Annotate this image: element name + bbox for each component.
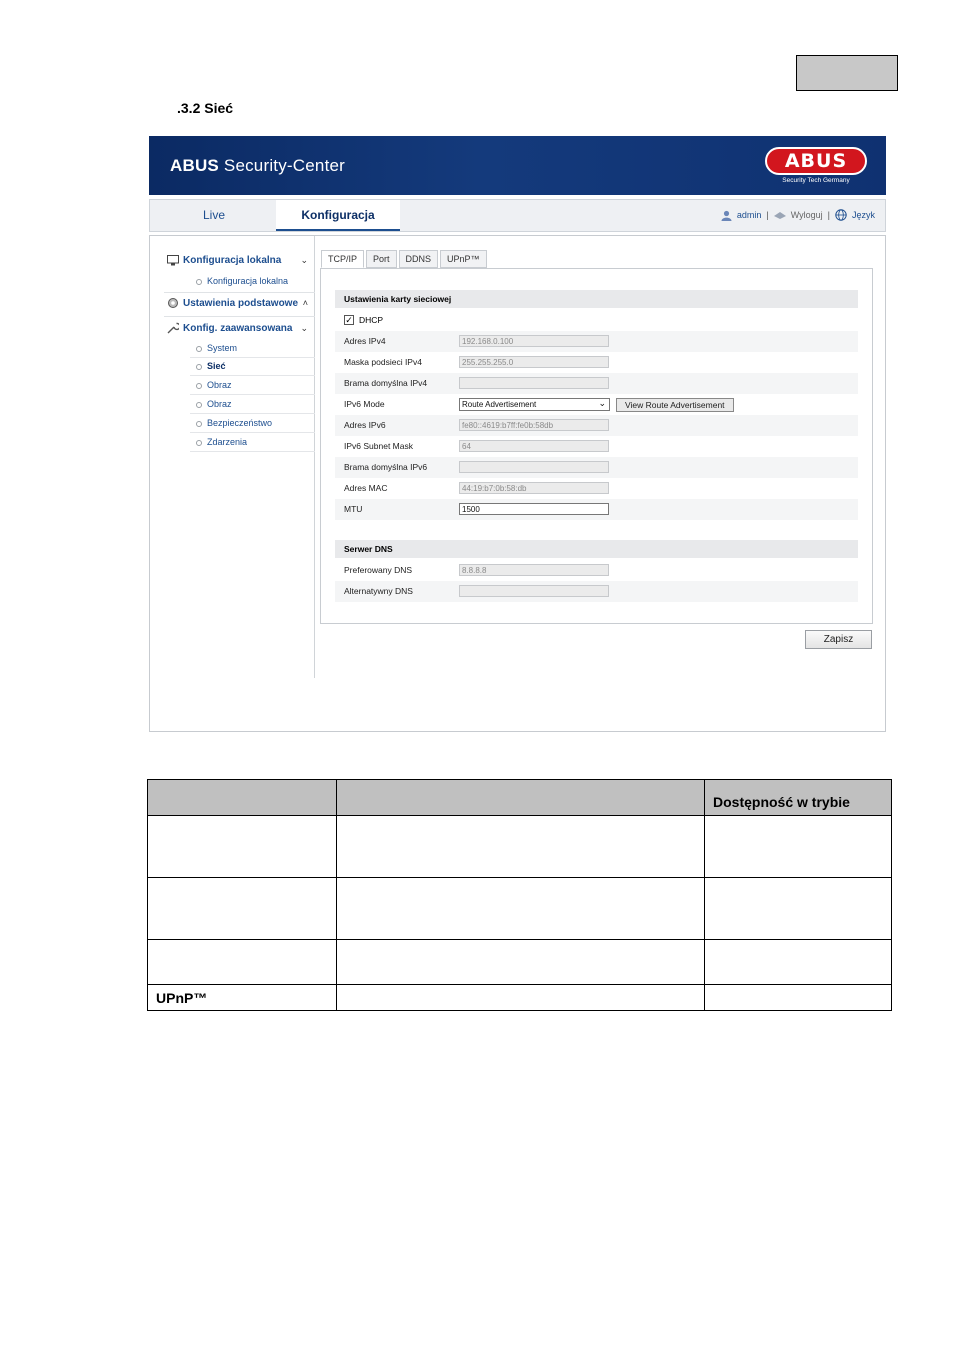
- sidebar-item-label: Zdarzenia: [207, 437, 248, 447]
- ipv6-address-input[interactable]: fe80::4619:b7ff:fe0b:58db: [459, 419, 609, 431]
- sidebar-group-label: Ustawienia podstawowe: [183, 297, 299, 309]
- table-header-cell: [337, 780, 705, 816]
- field-label: Alternatywny DNS: [344, 586, 413, 596]
- bullet-icon: [196, 346, 202, 352]
- tab-upnp[interactable]: UPnP™: [440, 250, 487, 268]
- alternate-dns-row: [335, 581, 858, 602]
- table-cell: [705, 985, 892, 1011]
- field-label: Brama domyślna IPv6: [344, 462, 428, 472]
- ipv4-gateway-row: [335, 373, 858, 394]
- tab-ddns[interactable]: DDNS: [399, 250, 439, 268]
- sidebar-item-label: Konfiguracja lokalna: [207, 276, 289, 286]
- preferred-dns-row: [335, 560, 858, 581]
- gear-icon: [167, 297, 179, 309]
- ipv6-gateway-row: [335, 457, 858, 478]
- settings-table: [147, 779, 892, 1011]
- table-cell: [705, 816, 892, 878]
- sidebar-item-label: Bezpieczeństwo: [207, 418, 273, 428]
- language-link[interactable]: Język: [851, 210, 875, 220]
- tcpip-panel: [320, 268, 873, 624]
- sidebar-item-label: System: [207, 343, 238, 353]
- chevron-up-icon: ˄: [302, 298, 308, 308]
- tab-live[interactable]: Live: [202, 208, 225, 222]
- bullet-icon: [196, 440, 202, 446]
- ipv6-subnet-input[interactable]: 64: [459, 440, 609, 452]
- preferred-dns-input[interactable]: 8.8.8.8: [459, 564, 609, 576]
- table-cell: [337, 816, 705, 878]
- sidebar-group-local[interactable]: [167, 255, 312, 266]
- logout-icon: [774, 211, 786, 220]
- tab-konfiguracja[interactable]: Konfiguracja: [276, 200, 400, 231]
- sidebar: [150, 236, 315, 678]
- user-icon: [721, 210, 732, 221]
- table-cell-upnp: UPnP™: [148, 985, 337, 1011]
- chevron-down-icon: ⌄: [598, 398, 606, 408]
- config-tabs: [321, 250, 487, 268]
- mac-address-row: [335, 478, 858, 499]
- table-row: [148, 940, 892, 985]
- field-label: IPv6 Subnet Mask: [344, 441, 413, 451]
- chevron-down-icon: ⌄: [300, 255, 308, 265]
- table-row: [148, 816, 892, 878]
- section-heading: .3.2 Sieć: [177, 100, 234, 116]
- sidebar-group-basic[interactable]: [167, 297, 312, 309]
- table-row: [148, 985, 892, 1011]
- app-banner: [149, 136, 886, 195]
- chevron-down-icon: ⌄: [300, 322, 308, 333]
- sidebar-item-obraz[interactable]: [190, 377, 315, 395]
- sidebar-group-label: Konfiguracja lokalna: [183, 255, 282, 266]
- field-label: Maska podsieci IPv4: [344, 357, 422, 367]
- ipv4-gateway-input[interactable]: [459, 377, 609, 389]
- ipv6-mode-select[interactable]: [459, 398, 610, 411]
- logo-subtitle: Security Tech Germany: [782, 177, 850, 184]
- table-cell: [337, 878, 705, 940]
- table-cell: [337, 940, 705, 985]
- table-row: [148, 878, 892, 940]
- globe-icon: [835, 209, 847, 221]
- sidebar-item-siec[interactable]: [190, 358, 315, 376]
- abus-logo: ABUS: [765, 147, 867, 175]
- dhcp-label: DHCP: [359, 315, 384, 325]
- mtu-row: [335, 499, 858, 520]
- save-button[interactable]: Zapisz: [805, 630, 872, 649]
- ipv4-mask-input[interactable]: 255.255.255.0: [459, 356, 609, 368]
- main-content: [149, 235, 886, 732]
- ipv6-mode-row: [335, 394, 858, 415]
- app-title: ABUS Security-Center: [170, 156, 346, 175]
- sidebar-group-advanced[interactable]: [167, 322, 312, 334]
- mtu-input[interactable]: 1500: [459, 503, 609, 515]
- sidebar-item-label: Obraz: [207, 399, 232, 409]
- top-navbar: [149, 199, 886, 232]
- table-cell: [337, 985, 705, 1011]
- sidebar-group-label: Konfig. zaawansowana: [183, 322, 293, 334]
- logout-link[interactable]: Wyloguj: [790, 210, 823, 220]
- view-route-advertisement-button[interactable]: View Route Advertisement: [616, 398, 734, 412]
- ipv4-mask-row: [335, 352, 858, 373]
- dhcp-row: [335, 310, 858, 331]
- dhcp-checkbox[interactable]: ✓: [345, 315, 353, 325]
- field-label: Brama domyślna IPv4: [344, 378, 428, 388]
- separator: |: [827, 210, 830, 220]
- field-label: IPv6 Mode: [344, 399, 385, 409]
- screenshot-frame: [149, 136, 886, 732]
- wrench-icon: [167, 322, 179, 334]
- bullet-icon: [196, 364, 202, 370]
- table-cell: [148, 940, 337, 985]
- sidebar-item-obraz-2[interactable]: [190, 396, 315, 414]
- ipv6-subnet-row: [335, 436, 858, 457]
- sidebar-item-system[interactable]: [190, 340, 315, 358]
- sidebar-item-label: Obraz: [207, 380, 232, 390]
- user-name[interactable]: admin: [736, 210, 762, 220]
- table-header-cell: [148, 780, 337, 816]
- monitor-icon: [167, 255, 179, 266]
- table-cell: [148, 878, 337, 940]
- divider: [164, 292, 315, 293]
- sidebar-item-label: Sieć: [207, 361, 226, 371]
- field-label: MTU: [344, 504, 363, 514]
- select-value: Route Advertisement: [462, 400, 537, 409]
- ipv4-address-input[interactable]: 192.168.0.100: [459, 335, 609, 347]
- table-header-cell: Dostępność w trybie: [705, 780, 892, 816]
- bullet-icon: [196, 421, 202, 427]
- bullet-icon: [196, 279, 202, 285]
- table-cell: [705, 878, 892, 940]
- field-label: Adres MAC: [344, 483, 388, 493]
- field-label: Preferowany DNS: [344, 565, 413, 575]
- ipv4-address-row: [335, 331, 858, 352]
- alternate-dns-input[interactable]: [459, 585, 609, 597]
- table-header-row: [148, 780, 892, 816]
- dns-section-title: Serwer DNS: [335, 540, 858, 558]
- page-number-box: [796, 55, 898, 91]
- sidebar-item-zdarzenia[interactable]: [190, 434, 315, 452]
- separator: |: [766, 210, 769, 220]
- ipv6-address-row: [335, 415, 858, 436]
- table-cell: [148, 816, 337, 878]
- bullet-icon: [196, 402, 202, 408]
- mac-address-input[interactable]: 44:19:b7:0b:58:db: [459, 482, 609, 494]
- sidebar-item-bezpieczenstwo[interactable]: [190, 415, 315, 433]
- field-label: Adres IPv4: [344, 336, 386, 346]
- user-menu: [721, 209, 875, 221]
- bullet-icon: [196, 383, 202, 389]
- ipv6-gateway-input[interactable]: [459, 461, 609, 473]
- tab-port[interactable]: Port: [366, 250, 397, 268]
- tab-tcpip[interactable]: TCP/IP: [321, 250, 364, 268]
- sidebar-item-konfiguracja-lokalna[interactable]: [190, 273, 315, 291]
- table-cell: [705, 940, 892, 985]
- field-label: Adres IPv6: [344, 420, 386, 430]
- network-section-title: Ustawienia karty sieciowej: [335, 290, 858, 308]
- divider: [164, 316, 315, 317]
